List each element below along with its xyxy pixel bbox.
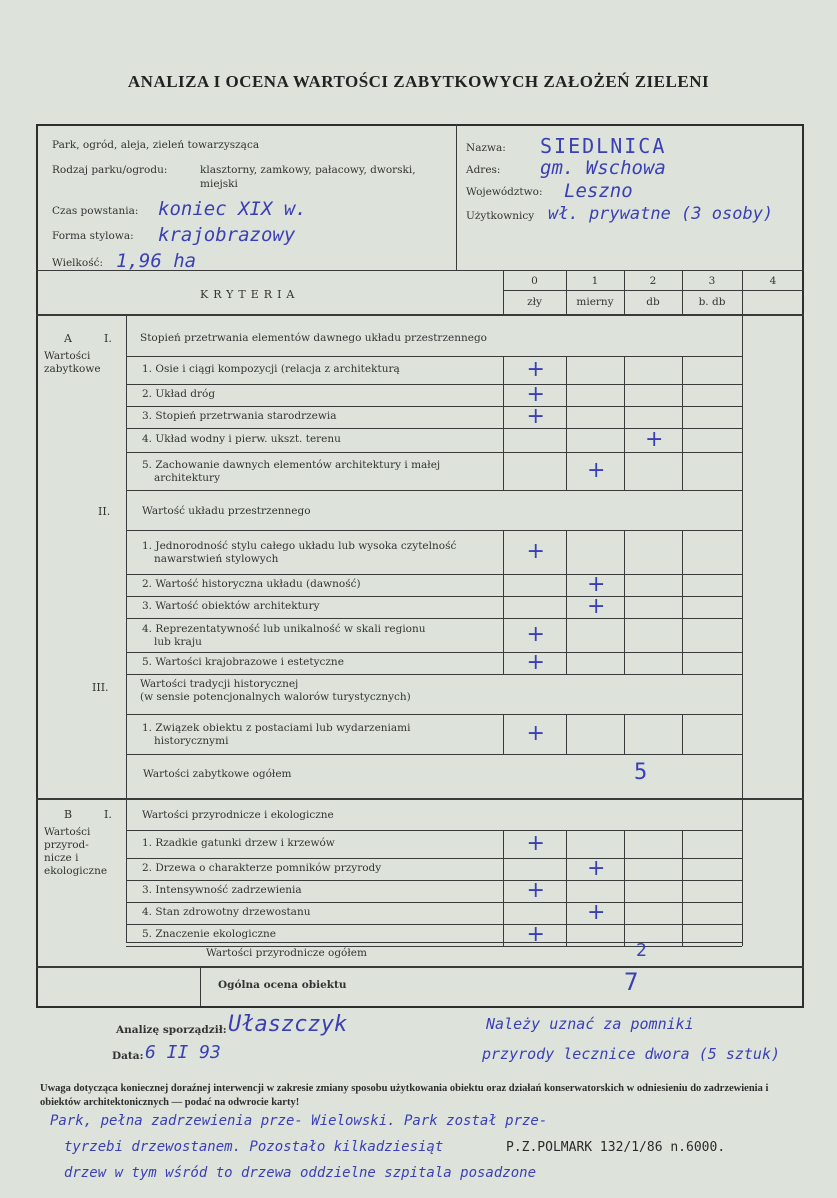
section-a-total-label: Wartości zabytkowe ogółem bbox=[143, 768, 292, 780]
grade-mark: + bbox=[526, 539, 545, 564]
park-type-label: Rodzaj parku/ogrodu: bbox=[52, 164, 168, 176]
criterion-label: 3. Wartość obiektów architektury bbox=[142, 600, 320, 612]
criterion-label: 4. Reprezentatywność lub unikalność w skali regionu bbox=[142, 623, 426, 635]
grade-number: 3 bbox=[708, 275, 716, 287]
analysis-label: Analizę sporządził: bbox=[116, 1024, 227, 1036]
section-a-roman-2: II. bbox=[98, 505, 111, 518]
section-b-total-value: 2 bbox=[636, 940, 647, 961]
park-type-options-2: miejski bbox=[200, 178, 238, 190]
users-value: wł. prywatne (3 osoby) bbox=[548, 204, 774, 224]
grade-mark: + bbox=[587, 458, 606, 483]
criterion-label: 1. Jednorodność stylu całego układu lub wysoka czytelność bbox=[142, 540, 457, 552]
overall-value: 7 bbox=[624, 968, 639, 996]
grade-mark: + bbox=[587, 856, 606, 881]
handwritten-note-3: drzew w tym wśród to drzewa oddzielne szpitala posadzone bbox=[64, 1165, 537, 1181]
address-value: gm. Wschowa bbox=[540, 157, 666, 179]
section-b-name-1: Wartości bbox=[44, 826, 91, 838]
grade-mark: + bbox=[645, 427, 664, 452]
grade-mark: + bbox=[526, 622, 545, 647]
voivodeship-value: Leszno bbox=[564, 180, 633, 202]
grade-mark: + bbox=[526, 831, 545, 856]
header-divider bbox=[456, 124, 457, 270]
intervention-notice: Uwaga dotycząca koniecznej doraźnej interwencji w zakresie zmiany sposobu użytkowania obiektu oraz działań konserwatorskich w odniesieniu do zadrzewienia i obiektów architektonicznych — podać na odwrocie karty! bbox=[40, 1083, 769, 1108]
section-a-heading-1: Stopień przetrwania elementów dawnego układu przestrzennego bbox=[140, 332, 487, 344]
grade-mark: + bbox=[587, 900, 606, 925]
section-a-total-value: 5 bbox=[634, 760, 648, 785]
section-a-name-2: zabytkowe bbox=[44, 363, 101, 375]
name-label: Nazwa: bbox=[466, 142, 506, 154]
criterion-label: 5. Zachowanie dawnych elementów architektury i małej bbox=[142, 459, 441, 471]
grade-mark: + bbox=[526, 404, 545, 429]
users-label: Użytkownicy bbox=[466, 210, 535, 222]
criterion-label-continued: lub kraju bbox=[154, 636, 202, 648]
criterion-label: 3. Intensywność zadrzewienia bbox=[142, 884, 302, 896]
grade-number: 0 bbox=[531, 275, 538, 287]
criterion-label-continued: architektury bbox=[154, 472, 221, 484]
origin-value: koniec XIX w. bbox=[158, 198, 307, 220]
style-label: Forma stylowa: bbox=[52, 230, 134, 242]
criterion-label: 1. Związek obiektu z postaciami lub wydarzeniami bbox=[142, 722, 411, 734]
section-a-heading-3-line1: Wartości tradycji historycznej bbox=[140, 678, 299, 690]
grade-mark: + bbox=[526, 922, 545, 947]
name-value: SIEDLNICA bbox=[540, 134, 667, 158]
size-value: 1,96 ha bbox=[116, 250, 197, 272]
grade-mark: + bbox=[526, 357, 545, 382]
grade-word: b. db bbox=[698, 296, 726, 308]
section-a-roman-3: III. bbox=[92, 681, 109, 694]
grade-mark: + bbox=[526, 878, 545, 903]
section-b-name-4: ekologiczne bbox=[44, 865, 108, 877]
category-label: Park, ogród, aleja, zieleń towarzysząca bbox=[52, 139, 260, 151]
criterion-label-continued: historycznymi bbox=[154, 735, 229, 747]
grade-number: 1 bbox=[591, 275, 599, 287]
grade-mark: + bbox=[526, 650, 545, 675]
criterion-label: 3. Stopień przetrwania starodrzewia bbox=[142, 410, 337, 422]
date-label: Data: bbox=[112, 1050, 144, 1062]
origin-label: Czas powstania: bbox=[52, 205, 139, 217]
grade-mark: + bbox=[587, 572, 606, 597]
address-label: Adres: bbox=[466, 164, 501, 176]
criterion-label: 5. Wartości krajobrazowe i estetyczne bbox=[142, 656, 344, 668]
section-a-roman: I. bbox=[104, 332, 112, 345]
grade-number: 4 bbox=[769, 275, 777, 287]
section-b-heading: Wartości przyrodnicze i ekologiczne bbox=[142, 809, 334, 821]
criterion-label: 2. Wartość historyczna układu (dawność) bbox=[142, 578, 361, 590]
style-value: krajobrazowy bbox=[158, 224, 296, 246]
criterion-label: 5. Znaczenie ekologiczne bbox=[142, 928, 277, 940]
criterion-label: 2. Układ dróg bbox=[142, 388, 216, 400]
printer-note: P.Z.POLMARK 132/1/86 n.6000. bbox=[506, 1140, 726, 1155]
criterion-label: 2. Drzewa o charakterze pomników przyrody bbox=[142, 862, 382, 874]
section-b-total-label: Wartości przyrodnicze ogółem bbox=[206, 947, 367, 959]
handwritten-note-1: Park, pełna zadrzewienia prze- Wielowski. Park został prze- bbox=[50, 1113, 548, 1129]
park-type-options: klasztorny, zamkowy, pałacowy, dworski, bbox=[200, 164, 416, 176]
section-b-name-2: przyrod- bbox=[44, 839, 89, 851]
voivodeship-label: Województwo: bbox=[466, 186, 543, 198]
side-note-2: przyrody lecznice dwora (5 sztuk) bbox=[482, 1045, 781, 1063]
grade-mark: + bbox=[526, 382, 545, 407]
criterion-label: 1. Osie i ciągi kompozycji (relacja z architekturą bbox=[142, 363, 400, 375]
section-b-roman: I. bbox=[104, 808, 112, 821]
grade-mark: + bbox=[526, 721, 545, 746]
section-a-heading-3-line2: (w sensie potencjonalnych walorów turystycznych) bbox=[140, 691, 411, 703]
criteria-header: KRYTERIA bbox=[200, 288, 300, 301]
handwritten-note-2: tyrzebi drzewostanem. Pozostało kilkadziesiąt bbox=[64, 1139, 444, 1155]
grade-word: db bbox=[646, 296, 660, 308]
criterion-label: 4. Układ wodny i pierw. ukszt. terenu bbox=[142, 433, 341, 445]
section-a-name-1: Wartości bbox=[44, 350, 91, 362]
criterion-label: 4. Stan zdrowotny drzewostanu bbox=[142, 906, 311, 918]
section-b-code: B bbox=[64, 808, 73, 821]
criterion-label-continued: nawarstwień stylowych bbox=[154, 553, 279, 565]
criterion-label: 1. Rzadkie gatunki drzew i krzewów bbox=[142, 837, 335, 849]
section-a-code: A bbox=[64, 332, 72, 345]
grade-number: 2 bbox=[649, 275, 657, 287]
analysis-signature: Ułaszczyk bbox=[228, 1012, 348, 1037]
overall-label: Ogólna ocena obiektu bbox=[218, 979, 347, 991]
date-value: 6 II 93 bbox=[145, 1042, 221, 1063]
section-a-heading-2: Wartość układu przestrzennego bbox=[142, 505, 311, 517]
size-label: Wielkość: bbox=[52, 257, 104, 269]
grade-mark: + bbox=[587, 594, 606, 619]
section-b-name-3: nicze i bbox=[44, 852, 79, 864]
grade-word: mierny bbox=[576, 296, 614, 308]
document-title: ANALIZA I OCENA WARTOŚCI ZABYTKOWYCH ZAŁOŻEŃ ZIELENI bbox=[127, 72, 710, 91]
grade-word: zły bbox=[527, 296, 542, 308]
side-note-1: Należy uznać za pomniki bbox=[486, 1015, 694, 1033]
